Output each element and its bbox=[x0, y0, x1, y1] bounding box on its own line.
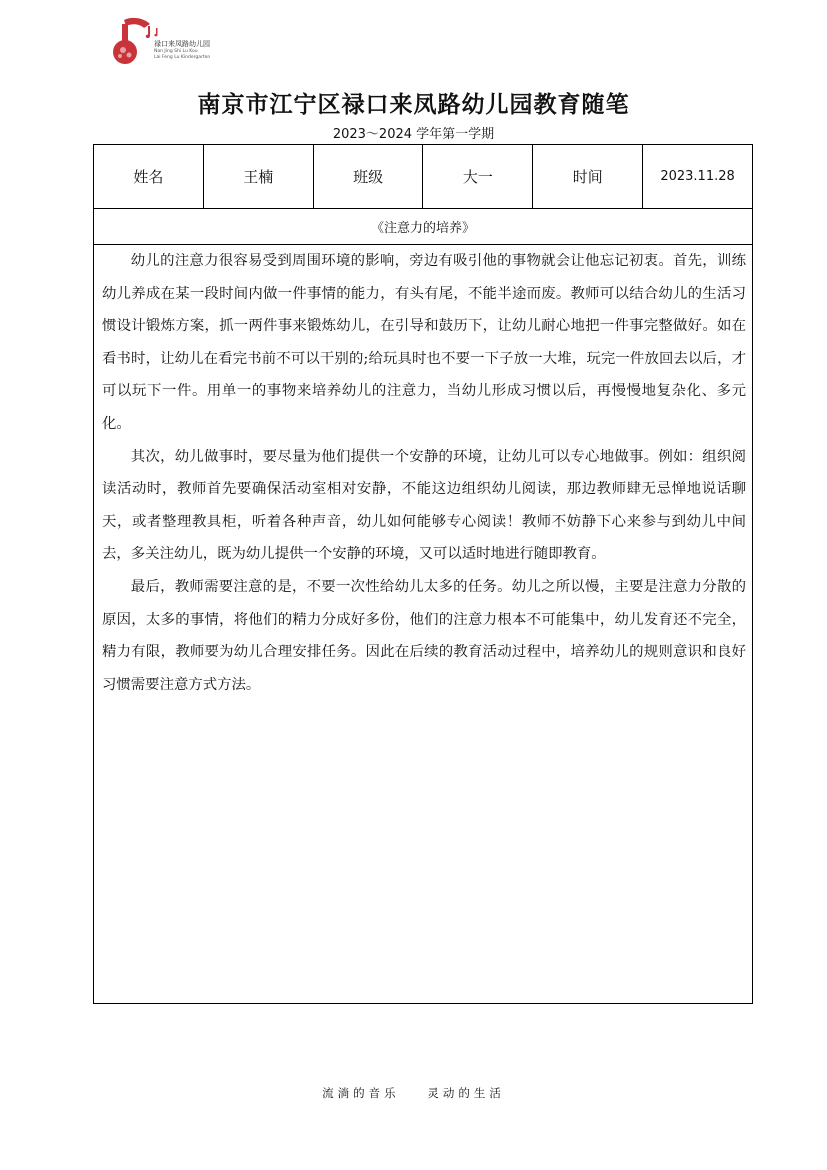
time-value: 2023.11.28 bbox=[660, 169, 735, 184]
logo-pinyin-line-2: Lai Feng Lu Kindergarten bbox=[154, 55, 211, 60]
logo-pinyin-line-1: Nan Jing Shi Lu Kou bbox=[154, 49, 198, 54]
essay-paragraph-2: 其次，幼儿做事时，要尽量为他们提供一个安静的环境，让幼儿可以专心地做事。例如：组织阅读活动时，教师首先要确保活动室相对安静，不能这边组织幼儿阅读，那边教师肆无忌惮地说话聊天，或者整理教具柜，听着各种声音，幼儿如何能够专心阅读！教师不妨静下心来参与到幼儿中间去，多关注幼儿，既为幼儿提供一个安静的环境，又可以适时地进行随即教育。 bbox=[102, 448, 746, 563]
essay-body bbox=[102, 245, 746, 701]
name-value: 王楠 bbox=[204, 145, 314, 208]
essay-paragraph-1: 幼儿的注意力很容易受到周围环境的影响，旁边有吸引他的事物就会让他忘记初衷。首先，训练幼儿养成在某一段时间内做一件事情的能力，有头有尾，不能半途而废。教师可以结合幼儿的生活习惯设计锻炼方案，抓一两件事来锻炼幼儿，在引导和鼓历下，让幼儿耐心地把一件事完整做好。如在看书时，让幼儿在看完书前不可以干别的;给玩具时也不要一下子放一大堆，玩完一件放回去以后，才可以玩下一件。用单一的事物来培养幼儿的注意力，当幼儿形成习惯以后，再慢慢地复杂化、多元化。 bbox=[102, 253, 746, 432]
info-row bbox=[94, 145, 752, 209]
class-value: 大一 bbox=[423, 145, 533, 208]
class-label: 班级 bbox=[314, 145, 424, 208]
essay-heading: 《注意力的培养》 bbox=[94, 208, 752, 245]
name-label: 姓名 bbox=[94, 145, 204, 208]
page-title: 南京市江宁区禄口来凤路幼儿园教育随笔 bbox=[197, 91, 630, 118]
footer-slogan bbox=[0, 1085, 827, 1101]
footer-slogan-right: 灵动的生活 bbox=[427, 1086, 505, 1100]
essay-table bbox=[93, 144, 753, 1004]
essay-paragraph-3: 最后，教师需要注意的是，不要一次性给幼儿太多的任务。幼儿之所以慢，主要是注意力分散的原因，太多的事情，将他们的精力分成好多份，他们的注意力根本不可能集中，幼儿发育还不完全，精力有限，教师要为幼儿合理安排任务。因此在后续的教育活动过程中，培养幼儿的规则意识和良好习惯需要注意方式方法。 bbox=[102, 578, 746, 693]
term-subtitle: 2023～2024 学年第一学期 bbox=[332, 127, 495, 142]
kindergarten-logo bbox=[110, 14, 230, 66]
time-label: 时间 bbox=[533, 145, 643, 208]
logo-name: 禄口来凤路幼儿园 bbox=[154, 40, 210, 48]
footer-slogan-left: 流淌的音乐 bbox=[322, 1086, 400, 1100]
